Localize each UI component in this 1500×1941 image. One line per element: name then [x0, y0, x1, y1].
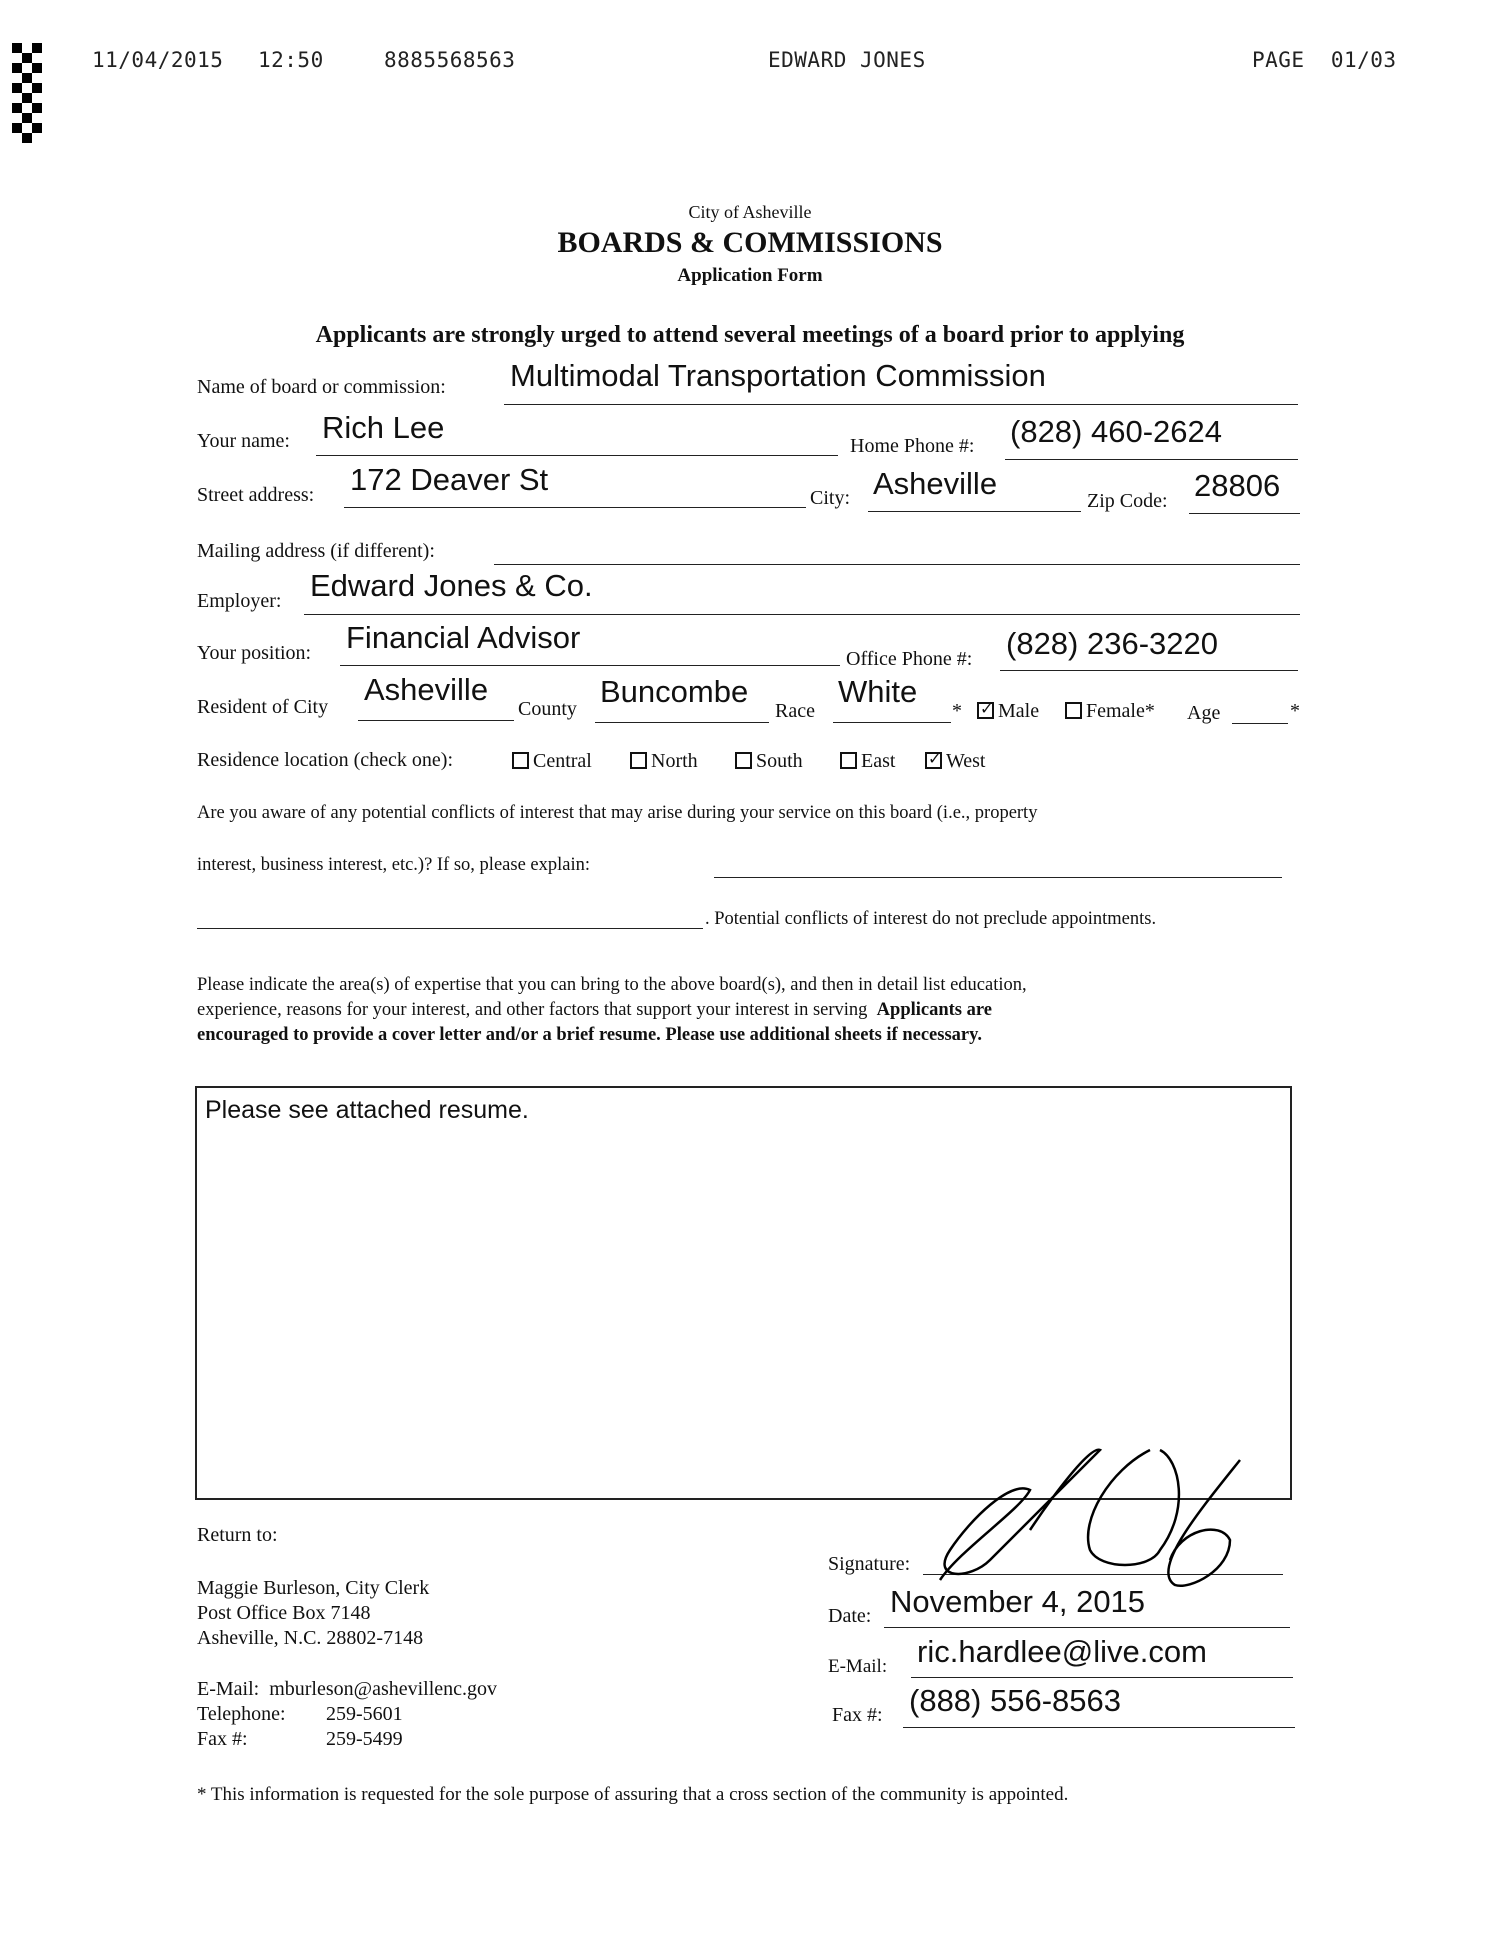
- county-field[interactable]: Buncombe: [600, 674, 749, 709]
- signature-label: Signature:: [828, 1553, 911, 1575]
- mailing-underline: [494, 564, 1300, 565]
- street-underline: [344, 507, 806, 508]
- central-label: Central: [533, 750, 592, 772]
- return-fax-label: Fax #:: [197, 1728, 248, 1750]
- city-underline: [868, 511, 1081, 512]
- return-email[interactable]: mburleson@ashevillenc.gov: [269, 1678, 498, 1700]
- male-label: Male: [998, 700, 1040, 722]
- gender-female-option[interactable]: [1065, 700, 1155, 723]
- zip-field[interactable]: 28806: [1194, 468, 1281, 503]
- board-underline: [504, 404, 1298, 405]
- fax-page: PAGE 01/03: [1252, 48, 1397, 72]
- return-email-label: E-Mail:: [197, 1678, 260, 1700]
- location-east-option[interactable]: [840, 750, 895, 773]
- zip-label: Zip Code:: [1087, 490, 1168, 512]
- expertise-textarea[interactable]: [195, 1086, 1292, 1500]
- west-checkbox[interactable]: [925, 752, 942, 769]
- return-to-label: Return to:: [197, 1524, 278, 1546]
- east-label: East: [861, 750, 896, 772]
- email-underline: [911, 1677, 1293, 1678]
- east-checkbox[interactable]: [840, 752, 857, 769]
- position-underline: [340, 665, 840, 666]
- attendance-notice: Applicants are strongly urged to attend several meetings of a board prior to applying: [315, 322, 1185, 348]
- street-field[interactable]: 172 Deaver St: [350, 462, 549, 497]
- north-checkbox[interactable]: [630, 752, 647, 769]
- female-label: Female*: [1086, 700, 1155, 722]
- fax-sender: EDWARD JONES: [768, 48, 926, 72]
- employer-label: Employer:: [197, 590, 282, 612]
- male-checkbox[interactable]: [977, 702, 994, 719]
- location-north-option[interactable]: [630, 750, 698, 773]
- location-south-option[interactable]: [735, 750, 803, 773]
- street-label: Street address:: [197, 484, 315, 506]
- employer-field[interactable]: Edward Jones & Co.: [310, 568, 593, 603]
- mailing-label: Mailing address (if different):: [197, 540, 435, 562]
- county-underline: [595, 722, 769, 723]
- race-underline: [833, 722, 951, 723]
- expertise-text: Please see attached resume.: [205, 1096, 529, 1124]
- form-subtitle: Application Form: [677, 265, 823, 286]
- race-asterisk: *: [952, 700, 962, 722]
- conflicts-field-line1[interactable]: [714, 877, 1282, 878]
- city-field[interactable]: Asheville: [873, 466, 998, 501]
- female-checkbox[interactable]: [1065, 702, 1082, 719]
- signature-scribble: [930, 1440, 1250, 1590]
- board-label: Name of board or commission:: [197, 376, 446, 398]
- resident-city-underline: [358, 720, 514, 721]
- employer-underline: [304, 614, 1300, 615]
- date-field[interactable]: November 4, 2015: [890, 1584, 1146, 1619]
- conflicts-field-line2[interactable]: [197, 928, 703, 929]
- name-label: Your name:: [197, 430, 290, 452]
- fax-number: 8885568563: [384, 48, 516, 72]
- return-telephone: 259-5601: [326, 1703, 403, 1725]
- west-label: West: [946, 750, 986, 772]
- expertise-instructions-line3: encouraged to provide a cover letter and/or a brief resume. Please use additional sheets if necessary.: [197, 1025, 982, 1045]
- conflicts-note: . Potential conflicts of interest do not preclude appointments.: [705, 909, 1157, 929]
- footnote: * This information is requested for the sole purpose of assuring that a cross section of the community is appointed.: [197, 1784, 1069, 1805]
- office-phone-underline: [1000, 670, 1298, 671]
- form-title: BOARDS & COMMISSIONS: [557, 226, 943, 259]
- south-checkbox[interactable]: [735, 752, 752, 769]
- age-field[interactable]: [1232, 723, 1288, 724]
- resident-city-field[interactable]: Asheville: [364, 672, 489, 707]
- conflicts-question-line1: Are you aware of any potential conflicts of interest that may arise during your service on this board (i.e., property: [197, 803, 1038, 823]
- position-label: Your position:: [197, 642, 312, 664]
- central-checkbox[interactable]: [512, 752, 529, 769]
- expertise-instructions-line2: [197, 1000, 992, 1021]
- race-label: Race: [775, 700, 815, 722]
- date-underline: [884, 1627, 1290, 1628]
- fax-underline: [903, 1727, 1295, 1728]
- return-to-email-row: [197, 1678, 497, 1701]
- resident-city-label: Resident of City: [197, 696, 329, 718]
- return-telephone-label: Telephone:: [197, 1703, 286, 1725]
- race-field[interactable]: White: [838, 674, 918, 709]
- return-to-name: Maggie Burleson, City Clerk: [197, 1577, 430, 1599]
- home-phone-label: Home Phone #:: [850, 435, 975, 457]
- home-phone-underline: [1005, 459, 1298, 460]
- board-field[interactable]: Multimodal Transportation Commission: [510, 358, 1046, 393]
- office-phone-field[interactable]: (828) 236-3220: [1006, 626, 1218, 661]
- return-fax: 259-5499: [326, 1728, 403, 1750]
- expertise-instructions-line1: Please indicate the area(s) of expertise that you can bring to the above board(s), and then in detail list education,: [197, 975, 1027, 995]
- fax-date: 11/04/2015: [92, 48, 224, 72]
- fax-field[interactable]: (888) 556-8563: [909, 1683, 1121, 1718]
- county-label: County: [518, 698, 577, 720]
- south-label: South: [756, 750, 803, 772]
- gender-male-option[interactable]: [977, 700, 1039, 723]
- home-phone-field[interactable]: (828) 460-2624: [1010, 414, 1222, 449]
- email-field[interactable]: ric.hardlee@live.com: [917, 1634, 1207, 1669]
- return-to-address1: Post Office Box 7148: [197, 1602, 371, 1624]
- city-label: City:: [810, 487, 851, 509]
- position-field[interactable]: Financial Advisor: [346, 620, 581, 655]
- fax-time: 12:50: [258, 48, 324, 72]
- expertise-instructions-line2-bold: Applicants are: [876, 1000, 992, 1020]
- name-field[interactable]: Rich Lee: [322, 410, 445, 445]
- conflicts-question-line2: interest, business interest, etc.)? If so, please explain:: [197, 855, 590, 875]
- office-phone-label: Office Phone #:: [846, 648, 973, 670]
- location-west-option[interactable]: [925, 750, 986, 773]
- fax-label: Fax #:: [832, 1704, 883, 1726]
- age-asterisk: *: [1290, 700, 1300, 722]
- return-to-address2: Asheville, N.C. 28802-7148: [197, 1627, 424, 1649]
- age-label: Age: [1187, 702, 1221, 724]
- zip-underline: [1189, 513, 1300, 514]
- expertise-instructions-line2-text: experience, reasons for your interest, and other factors that support your interest in serving: [197, 1000, 868, 1020]
- date-label: Date:: [828, 1605, 872, 1627]
- email-label: E-Mail:: [828, 1656, 888, 1677]
- north-label: North: [651, 750, 698, 772]
- name-underline: [316, 455, 838, 456]
- residence-location-label: Residence location (check one):: [197, 749, 453, 771]
- city-name: City of Asheville: [688, 202, 812, 222]
- location-central-option[interactable]: [512, 750, 592, 773]
